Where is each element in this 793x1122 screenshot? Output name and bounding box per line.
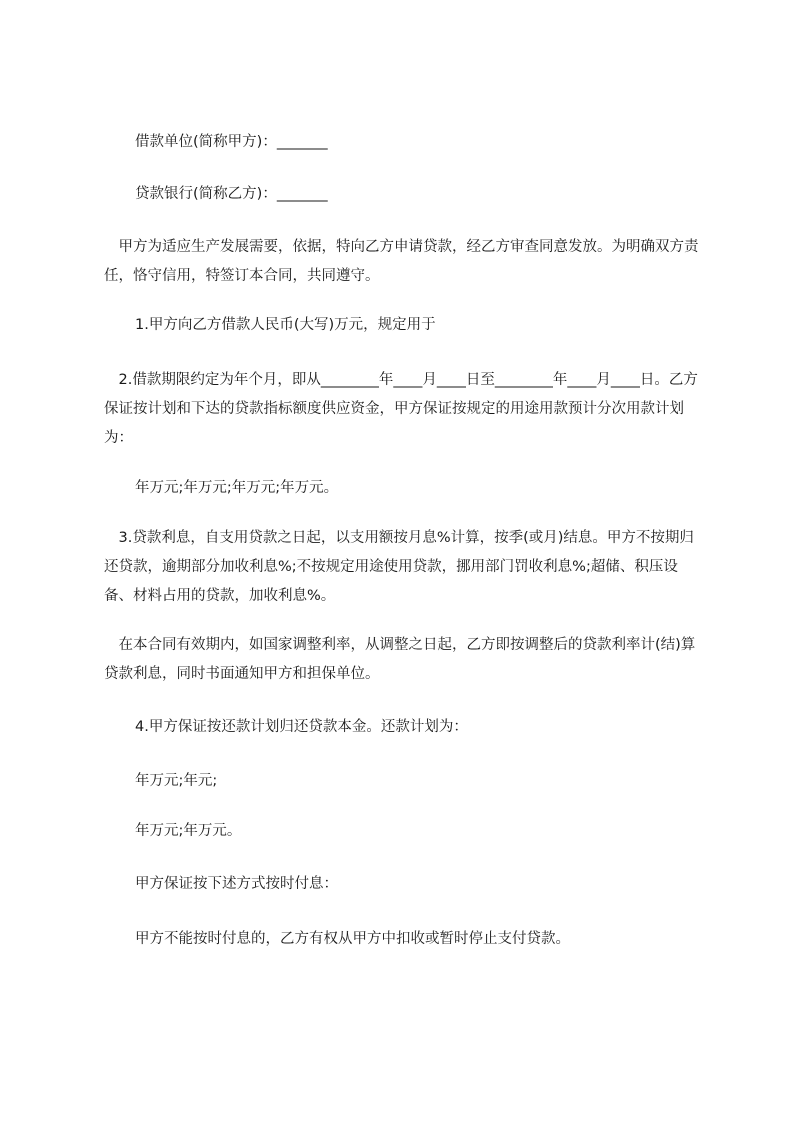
rate-adjustment-paragraph: 在本合同有效期内，如国家调整利率，从调整之日起，乙方即按调整后的贷款利率计(结)算贷款利息，同时书面通知甲方和担保单位。 (104, 637, 696, 682)
clause-4: 4.甲方保证按还款计划归还贷款本金。还款计划为： (135, 719, 468, 735)
lender-line: 贷款银行(简称乙方)：_______ (135, 186, 328, 202)
repayment-schedule-1: 年万元;年元; (135, 773, 218, 789)
clause-3: 3.贷款利息，自支用贷款之日起，以支用额按月息%计算，按季(或月)结息。甲方不按期归还贷款，逾期部分加收利息%;不按规定用途使用贷款，挪用部门罚收利息%;超储、积压设备、材料占用的贷款，加收利息%。 (104, 530, 694, 604)
clause-2: 2.借款期限约定为年个月，即从________年____月____日至________年____月____日。乙方保证按计划和下达的贷款指标额度供应资金，甲方保证按规定的用途用款预计分次用款计划为： (104, 372, 698, 446)
default-clause: 甲方不能按时付息的，乙方有权从甲方中扣收或暂时停止支付贷款。 (135, 931, 570, 947)
clause-1: 1.甲方向乙方借款人民币(大写)万元，规定用于 (135, 317, 436, 333)
repayment-schedule-2: 年万元;年万元。 (135, 823, 242, 839)
borrower-line: 借款单位(简称甲方)：_______ (135, 134, 328, 150)
usage-schedule: 年万元;年万元;年万元;年万元。 (135, 480, 339, 496)
interest-method-line: 甲方保证按下述方式按时付息： (135, 876, 338, 892)
preamble-paragraph: 甲方为适应生产发展需要，依据，特向乙方申请贷款，经乙方审查同意发放。为明确双方责任，恪守信用，特签订本合同，共同遵守。 (104, 239, 699, 284)
